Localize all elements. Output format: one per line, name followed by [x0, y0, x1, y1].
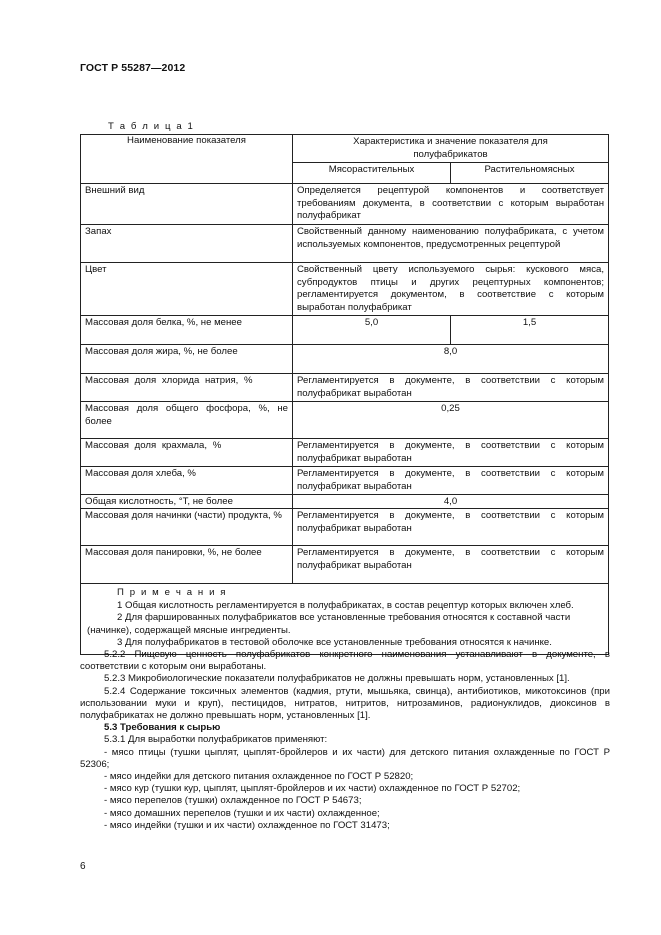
col-subheader-2: Растительномясных: [451, 163, 609, 184]
note-2: 2 Для фаршированных полуфабрикатов все установленные требования относятся к составной части (начинке), содержащей мясные ингредиенты.: [87, 612, 571, 636]
requirements-table: [80, 134, 609, 655]
col-subheader-1: Мясорастительных: [293, 163, 451, 184]
row-value-2: 1,5: [451, 316, 609, 345]
note-3: 3 Для полуфабрикатов в тестовой оболочке все установленные требования относятся к начинке.: [117, 637, 552, 648]
row-value-1: 5,0: [293, 316, 451, 345]
row-value: Регламентируется в документе, в соответствии с которым полуфабрикат выработан: [293, 467, 609, 495]
list-item: - мясо птицы (тушки цыплят, цыплят-бройлеров и их части) для детского питания охлажденные по ГОСТ Р 52306;: [80, 746, 610, 770]
row-value: 0,25: [293, 402, 609, 439]
list-item: - мясо перепелов (тушки) охлажденное по ГОСТ Р 54673;: [104, 795, 362, 807]
col-header-characteristic: Характеристика и значение показателя для полуфабрикатов: [293, 135, 609, 163]
table-notes-row: [81, 584, 609, 655]
table-row: [81, 263, 609, 316]
row-value: 4,0: [293, 495, 609, 509]
table-row: [81, 495, 609, 509]
row-name: Общая кислотность, °Т, не более: [81, 495, 293, 509]
table-row: [81, 225, 609, 263]
row-name: Цвет: [81, 263, 293, 316]
paragraph-5-2-3: 5.2.3 Микробиологические показатели полуфабрикатов не должны превышать норм, установленных [1].: [104, 673, 570, 685]
table-row: [81, 439, 609, 467]
paragraph-5-2-4: 5.2.4 Содержание токсичных элементов (кадмия, ртути, мышьяка, свинца), антибиотиков, микотоксинов (при использовании муки и круп), пестицидов, нитратов, нитритов, нитрозаминов, радионуклидов, диоксинов в полуфабрикатах не должно превышать норм, установленных [1].: [80, 685, 610, 722]
row-value: 8,0: [293, 345, 609, 374]
notes-heading: П р и м е ч а н и я: [117, 587, 228, 598]
table-row: [81, 546, 609, 584]
table-row: [81, 374, 609, 402]
row-name: Внешний вид: [81, 184, 293, 225]
table-caption: Т а б л и ц а 1: [108, 121, 195, 132]
row-name: Массовая доля хлорида натрия, %: [81, 374, 293, 402]
section-heading-5-3: 5.3 Требования к сырью: [104, 722, 221, 734]
list-item: - мясо кур (тушки кур, цыплят, цыплят-бройлеров и их части) охлажденное по ГОСТ Р 52702;: [104, 783, 521, 795]
row-name: Массовая доля хлеба, %: [81, 467, 293, 495]
row-name: Массовая доля крахмала, %: [81, 439, 293, 467]
row-name: Запах: [81, 225, 293, 263]
row-name: Массовая доля начинки (части) продукта, %: [81, 509, 293, 546]
col-header-name: Наименование показателя: [81, 135, 293, 184]
row-value: Свойственный цвету используемого сырья: кускового мяса, субпродуктов птицы и других рецептурных компонентов; регламентируется документом, в соответствие с которым выработан полуфабрикат: [293, 263, 609, 316]
paragraph-5-2-2: 5.2.2 Пищевую ценность полуфабрикатов конкретного наименования устанавливают в документе, в соответствии с которым они выработаны.: [80, 649, 610, 673]
row-name: Массовая доля панировки, %, не более: [81, 546, 293, 584]
list-item: - мясо индейки (тушки и их части) охлажденное по ГОСТ 31473;: [104, 819, 390, 831]
table-row: [81, 467, 609, 495]
row-name: Массовая доля жира, %, не более: [81, 345, 293, 374]
table-row: [81, 509, 609, 546]
list-item: - мясо домашних перепелов (тушки и их части) охлажденное;: [104, 807, 380, 819]
list-item: - мясо индейки для детского питания охлажденное по ГОСТ Р 52820;: [104, 771, 414, 783]
row-name: Массовая доля общего фосфора, %, не более: [81, 402, 293, 439]
paragraph-5-3-1: 5.3.1 Для выработки полуфабрикатов применяют:: [104, 734, 328, 746]
body-text: [80, 649, 610, 832]
table-notes: [81, 584, 609, 655]
row-value: Свойственный данному наименованию полуфабриката, с учетом используемых компонентов, предусмотренных рецептурой: [293, 225, 609, 263]
row-value: Регламентируется в документе, в соответствии с которым полуфабрикат выработан: [293, 546, 609, 584]
table-row: [81, 402, 609, 439]
row-value: Регламентируется в документе, в соответствии с которым полуфабрикат выработан: [293, 509, 609, 546]
row-value: Определяется рецептурой компонентов и соответствует требованиям документа, в соответствии с которым выработан полуфабрикат: [293, 184, 609, 225]
row-value: Регламентируется в документе, в соответствии с которым полуфабрикат выработан: [293, 439, 609, 467]
row-value: Регламентируется в документе, в соответствии с которым полуфабрикат выработан: [293, 374, 609, 402]
note-1: 1 Общая кислотность регламентируется в полуфабрикатах, в состав рецептур которых включен хлеб.: [117, 599, 574, 611]
table-row: [81, 345, 609, 374]
row-name: Массовая доля белка, %, не менее: [81, 316, 293, 345]
page-number: 6: [80, 861, 86, 872]
table-row: [81, 316, 609, 345]
document-header: ГОСТ Р 55287—2012: [80, 62, 186, 74]
table-row: [81, 184, 609, 225]
